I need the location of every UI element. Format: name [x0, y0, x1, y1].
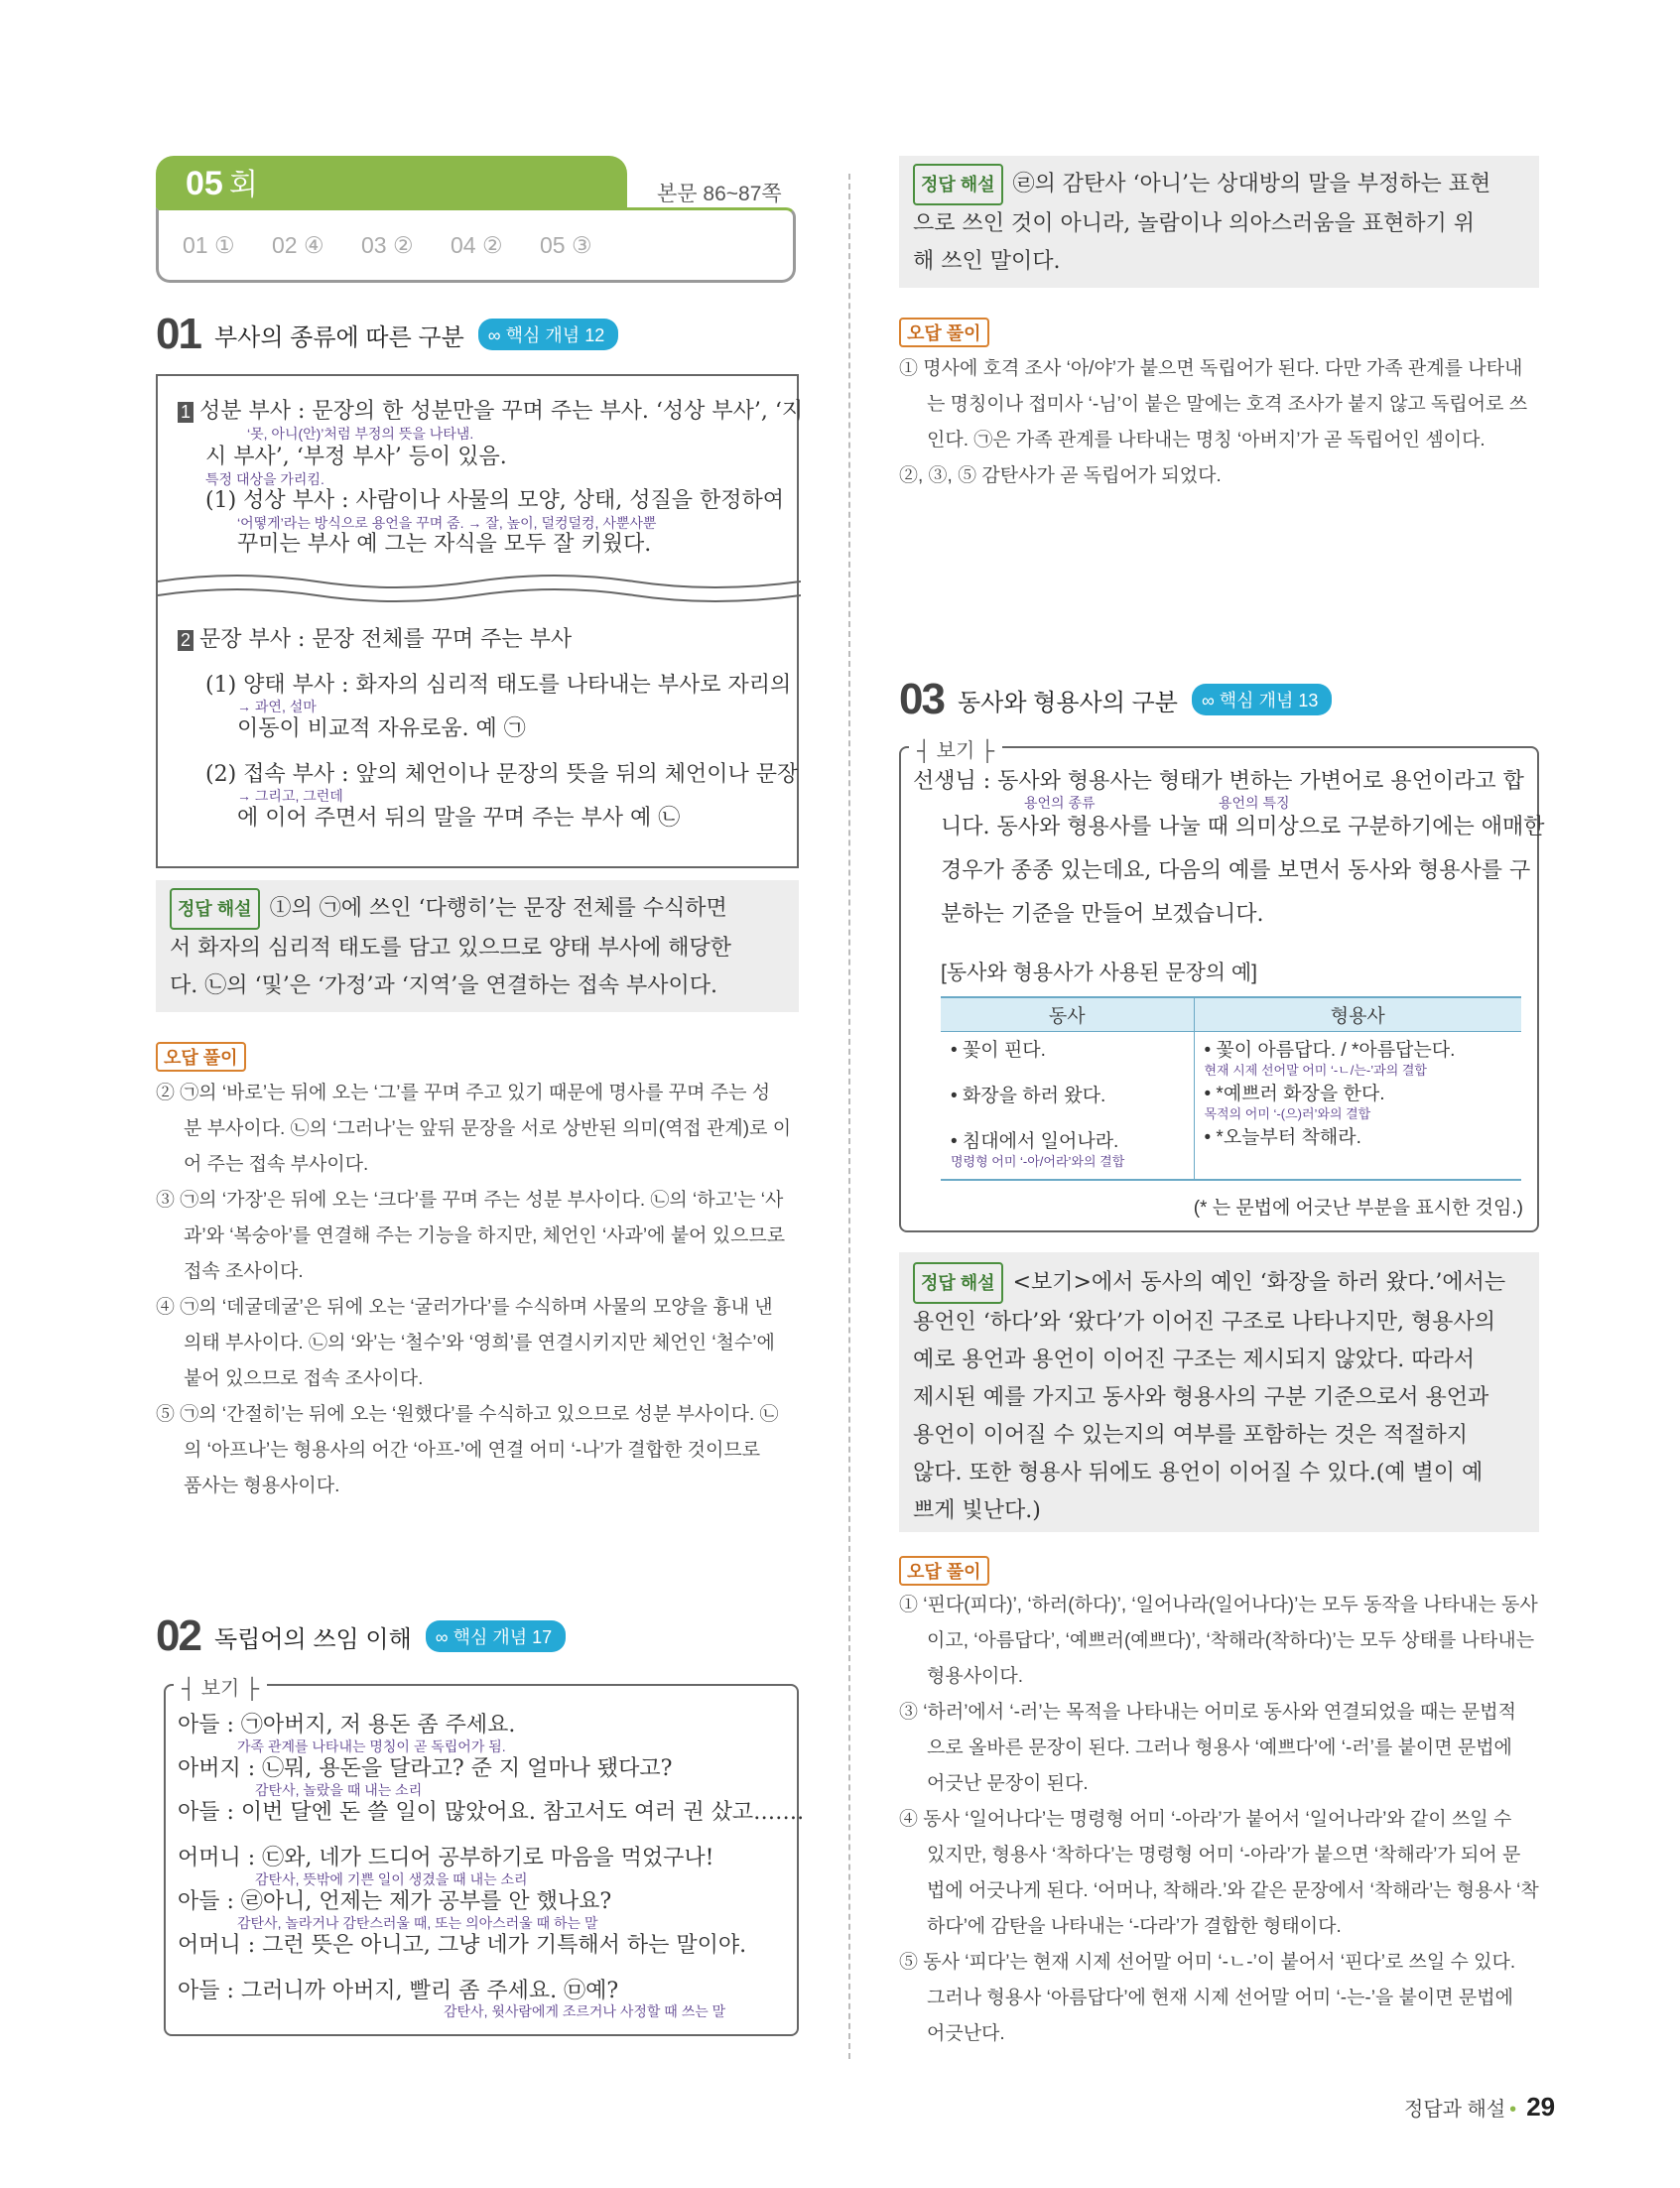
annotation: 목적의 어미 ‘-(으)러’와의 결합	[1204, 1105, 1371, 1121]
answer-tag: 정답 해설	[170, 888, 260, 930]
answer-line: 다. ㉡의 ‘및’은 ‘가정’과 ‘지역’을 연결하는 접속 부사이다.	[170, 973, 717, 998]
wrong-answer-tag-box	[899, 1556, 989, 1586]
answer-text	[913, 164, 1533, 281]
answer-line: 쁘게 빛난다.)	[913, 1498, 1041, 1523]
annotation: 명령형 어미 ‘-아/어라’와의 결합	[951, 1153, 1125, 1169]
footer-label: 정답과 해설	[1404, 2099, 1506, 2121]
dialogue-line: 아버지 : ㉡뭐, 용돈을 달라고? 준 지 얼마나 됐다고?	[178, 1756, 673, 1781]
concept-line: (1) 양태 부사 : 화자의 심리적 태도를 나타내는 부사로 자리의	[205, 673, 792, 698]
section-number: 01	[156, 310, 200, 358]
table-header-row	[941, 997, 1521, 1031]
annotation: 감탄사, 윗사람에게 조르거나 사정할 때 쓰는 말	[444, 2003, 726, 2019]
bogi-label-text: 보기	[936, 740, 975, 762]
annotation: 감탄사, 놀랐을 때 내는 소리	[255, 1782, 423, 1798]
concept-line: 꾸미는 부사 예 그는 자식을 모두 잘 키웠다.	[237, 532, 652, 557]
concept-badge-label: 핵심 개념 12	[505, 325, 605, 345]
wrong-answer-tag: 오답 풀이	[156, 1042, 246, 1072]
explanation-line: 형용사이다.	[927, 1666, 1024, 1687]
explanation-line: 과’와 ‘복숭아’를 연결해 주는 기능을 하지만, 체언인 ‘사과’에 붙어 있으므로	[184, 1225, 786, 1246]
section-number: 02	[156, 1611, 200, 1660]
table-note: (* 는 문법에 어긋난 부분을 표시한 것임.)	[1193, 1198, 1523, 1219]
bogi-box	[899, 740, 1545, 1232]
answer-line: 않다. 또한 형용사 뒤에도 용언이 이어질 수 있다.(예 별이 예	[913, 1461, 1484, 1485]
example-sentence: • 화장을 하러 왔다.	[951, 1085, 1106, 1106]
dialogue-line: 아들 : 이번 달엔 돈 쓸 일이 많았어요. 참고서도 여러 권 샀고…….	[178, 1800, 805, 1825]
example-sentence: • 침대에서 일어나라.	[951, 1130, 1119, 1152]
bogi-box	[164, 1678, 805, 2036]
answer-key-item: 01 ①	[183, 232, 235, 258]
explanation-line: 의태 부사이다. ㉡의 ‘와’는 ‘철수’와 ‘영희’를 연결시키지만 체언인 ‘철수’에	[184, 1333, 775, 1353]
example-sentence: • 꽃이 아름답다. / *아름답는다.	[1204, 1039, 1456, 1061]
concept-line: (1) 성상 부사 : 사람이나 사물의 모양, 상태, 성질을 한정하여	[205, 488, 785, 513]
answer-tag: 정답 해설	[913, 1262, 1003, 1304]
answer-line: 서 화자의 심리적 태도를 담고 있으므로 양태 부사에 해당한	[170, 936, 731, 961]
section-03-heading	[899, 675, 1332, 724]
explanation-line: ④ ㉠의 ‘데굴데굴’은 뒤에 오는 ‘굴러가다’를 수식하며 사물의 모양을 흉내 낸	[156, 1297, 773, 1318]
answer-explanation	[899, 156, 1539, 288]
section-title: 독립어의 쓰임 이해	[213, 1625, 412, 1653]
explanation-line: 는 명칭이나 접미사 ‘-님’이 붙은 말에는 호격 조사가 붙지 않고 독립어로 쓰	[927, 394, 1528, 415]
explanation-line: 그러나 형용사 ‘아름답다’에 현재 시제 선어말 어미 ‘-는-’을 붙이면 문법에	[927, 1988, 1513, 2008]
link-icon: ∞	[435, 1627, 453, 1647]
answer-key-item: 03 ②	[361, 232, 414, 258]
answer-line-text: ㉣의 감탄사 ‘아니’는 상대방의 말을 부정하는 표현	[1012, 172, 1491, 196]
answer-key-item: 02 ④	[272, 232, 324, 258]
answer-text	[170, 888, 790, 1005]
annotation: → 과연, 설마	[237, 699, 317, 714]
answer-text	[913, 1262, 1533, 1530]
concept-badge-label: 핵심 개념 13	[1219, 691, 1319, 710]
annotation: 용언의 종류	[1024, 795, 1096, 811]
answer-key-item: 05 ③	[540, 232, 592, 258]
table-title: [동사와 형용사가 사용된 문장의 예]	[941, 962, 1258, 984]
explanation-line: 분 부사이다. ㉡의 ‘그러나’는 앞뒤 문장을 서로 상반된 의미(역접 관계)로 이	[184, 1118, 792, 1139]
annotation: 현재 시제 선어말 어미 ‘-ㄴ/는-’과의 결합	[1204, 1062, 1427, 1078]
verb-cell	[941, 1031, 1194, 1180]
section-01-heading	[156, 310, 618, 359]
explanation-line: ③ ㉠의 ‘가장’은 뒤에 오는 ‘크다’를 꾸며 주는 성분 부사이다. ㉡의 ‘하고’는 ‘사	[156, 1190, 784, 1211]
wrong-answer-explanations	[899, 351, 1544, 494]
answer-line: 해 쓰인 말이다.	[913, 249, 1061, 274]
concept-badge	[426, 1620, 566, 1652]
header-suffix: 회	[228, 169, 258, 201]
answer-key-item: 04 ②	[451, 232, 503, 258]
answer-explanation	[156, 880, 799, 1012]
answer-line	[170, 888, 790, 930]
section-number: 03	[899, 675, 944, 723]
explanation-line: ④ 동사 ‘일어나다’는 명령형 어미 ‘-아라’가 붙어서 ‘일어나라’와 같이 쓰일 수	[899, 1809, 1512, 1830]
wrong-answer-explanations	[899, 1588, 1544, 2052]
answer-line: 예로 용언과 용언이 이어진 구조는 제시되지 않았다. 따라서	[913, 1348, 1475, 1372]
bogi-label: ┤ 보기 ├	[174, 1672, 267, 1701]
example-sentence: • 꽃이 핀다.	[951, 1039, 1046, 1061]
wrong-answer-tag-box	[156, 1042, 246, 1072]
verb-adjective-table	[941, 996, 1521, 1181]
answer-line: 용언인 ‘하다’와 ‘왔다’가 이어진 구조로 나타나지만, 형용사의	[913, 1310, 1495, 1335]
annotation: 특정 대상을 가리킴.	[205, 471, 324, 487]
explanation-line: ① ‘핀다(피다)’, ‘하러(하다)’, ‘일어나라(일어나다)’는 모두 동작을 나타내는 동사	[899, 1595, 1538, 1615]
wrong-answer-tag: 오답 풀이	[899, 1556, 989, 1586]
concept-summary-box	[156, 374, 804, 868]
answer-tag: 정답 해설	[913, 164, 1003, 205]
section-02-heading	[156, 1611, 566, 1661]
concept-line	[178, 622, 572, 653]
bogi-label: ┤ 보기 ├	[909, 734, 1002, 763]
explanation-line: ②, ③, ⑤ 감탄사가 곧 독립어가 되었다.	[899, 465, 1222, 486]
item-marker: 1	[178, 402, 194, 423]
explanation-line: 하다’에 감탄을 나타내는 ‘-다라’가 결합한 형태이다.	[927, 1916, 1342, 1937]
column-divider	[848, 174, 850, 2059]
header-title	[186, 160, 258, 203]
bogi-line: 선생님 : 동사와 형용사는 형태가 변하는 가변어로 용언이라고 합	[913, 769, 1524, 794]
annotation: 가족 관계를 나타내는 명칭이 곧 독립어가 됨.	[237, 1738, 506, 1754]
example-sentence: • *오늘부터 착해라.	[1204, 1126, 1361, 1148]
concept-line	[178, 394, 803, 425]
wrong-answer-tag: 오답 풀이	[899, 318, 989, 347]
annotation: 감탄사, 놀라거나 감탄스러울 때, 또는 의아스러울 때 하는 말	[237, 1915, 598, 1931]
concept-line: 이동이 비교적 자유로움. 예 ㉠	[237, 716, 526, 741]
explanation-line: 있지만, 형용사 ‘착하다’는 명령형 어미 ‘-아라’가 붙으면 ‘착해라’가 되어 문	[927, 1845, 1521, 1866]
explanation-line: ② ㉠의 ‘바로’는 뒤에 오는 ‘그’를 꾸며 주고 있기 때문에 명사를 꾸며 주는 성	[156, 1083, 771, 1103]
annotation: → 그리고, 그런데	[237, 788, 343, 804]
link-icon: ∞	[1201, 691, 1220, 710]
explanation-line: 법에 어긋나게 된다. ‘어머나, 착해라.’와 같은 문장에서 ‘착해라’는 형용사 ‘착	[927, 1880, 1539, 1901]
concept-text: 성분 부사 : 문장의 한 성분만을 꾸며 주는 부사. ‘성상 부사’, ‘지	[199, 399, 804, 424]
answer-key-box	[156, 207, 796, 283]
table-header-cell: 동사	[941, 997, 1194, 1031]
explanation-line: 인다. ㉠은 가족 관계를 나타내는 명칭 ‘아버지’가 곧 독립어인 셈이다.	[927, 430, 1486, 450]
explanation-line: ③ ‘하러’에서 ‘-러’는 목적을 나타내는 어미로 동사와 연결되었을 때는 문법적	[899, 1702, 1516, 1723]
answer-line: 용언이 이어질 수 있는지의 여부를 포함하는 것은 적절하지	[913, 1423, 1469, 1448]
answer-line-text: <보기>에서 동사의 예인 ‘화장을 하러 왔다.’에서는	[1012, 1270, 1506, 1295]
dialogue-line: 아들 : 그러니까 아버지, 빨리 좀 주세요. ㉤예?	[178, 1979, 619, 2003]
table-row	[941, 1031, 1521, 1180]
table-header-cell: 형용사	[1194, 997, 1521, 1031]
concept-badge-label: 핵심 개념 17	[452, 1627, 553, 1647]
answer-line: 으로 쓰인 것이 아니라, 놀람이나 의아스러움을 표현하기 위	[913, 211, 1475, 236]
torn-edge-divider	[158, 570, 801, 609]
answer-explanation	[899, 1252, 1539, 1532]
link-icon: ∞	[487, 325, 506, 345]
example-sentence: • *예쁘러 화장을 한다.	[1204, 1083, 1385, 1104]
bogi-line: 니다. 동사와 형용사를 나눌 때 의미상으로 구분하기에는 애매한	[941, 815, 1545, 839]
explanation-line: 접속 조사이다.	[184, 1261, 304, 1282]
concept-badge	[478, 319, 618, 350]
concept-badge	[1192, 684, 1332, 715]
dialogue-line: 어머니 : 그런 뜻은 아니고, 그냥 네가 기특해서 하는 말이야.	[178, 1933, 747, 1958]
page-reference: 본문 86~87쪽	[657, 183, 782, 205]
bullet-icon: •	[1509, 2099, 1517, 2121]
dialogue-line: 아들 : ㉠아버지, 저 용돈 좀 주세요.	[178, 1713, 516, 1738]
explanation-line: 어 주는 접속 부사이다.	[184, 1154, 369, 1175]
concept-line: 시 부사’, ‘부정 부사’ 등이 있음.	[205, 445, 507, 469]
concept-line: 에 이어 주면서 뒤의 말을 꾸며 주는 부사 예 ㉡	[237, 806, 681, 831]
answer-line-text: ①의 ㉠에 쓰인 ‘다행히’는 문장 전체를 수식하면	[269, 896, 727, 921]
explanation-line: ① 명사에 호격 조사 ‘아/야’가 붙으면 독립어가 된다. 다만 가족 관계를 나타내	[899, 358, 1523, 379]
annotation: ‘못, 아니(안)’처럼 부정의 뜻을 나타냄.	[247, 426, 474, 442]
annotation: 감탄사, 뜻밖에 기쁜 일이 생겼을 때 내는 소리	[255, 1871, 528, 1887]
explanation-line: 어긋난다.	[927, 2023, 1005, 2044]
answer-line	[913, 164, 1533, 205]
explanation-line: 이고, ‘아름답다’, ‘예쁘러(예쁘다)’, ‘착해라(착하다)’는 모두 상태를 나타내는	[927, 1630, 1535, 1651]
section-title: 동사와 형용사의 구분	[957, 689, 1178, 716]
explanation-line: 품사는 형용사이다.	[184, 1476, 340, 1496]
item-marker: 2	[178, 630, 194, 651]
wrong-answer-explanations	[156, 1076, 811, 1504]
answer-line	[913, 1262, 1533, 1304]
explanation-line: 으로 올바른 문장이 된다. 그러나 형용사 ‘예쁘다’에 ‘-러’를 붙이면 문법에	[927, 1738, 1512, 1758]
explanation-line: 어긋난 문장이 된다.	[927, 1773, 1089, 1794]
page-footer	[1404, 2092, 1555, 2123]
header-number: 05	[186, 165, 223, 202]
adjective-cell	[1194, 1031, 1521, 1180]
page-number: 29	[1526, 2092, 1556, 2122]
concept-text: 문장 부사 : 문장 전체를 꾸며 주는 부사	[199, 627, 573, 652]
explanation-line: 의 ‘아프나’는 형용사의 어간 ‘아프-’에 연결 어미 ‘-나’가 결합한 것이므로	[184, 1440, 761, 1461]
bogi-line: 분하는 기준을 만들어 보겠습니다.	[941, 902, 1264, 927]
concept-line: (2) 접속 부사 : 앞의 체언이나 문장의 뜻을 뒤의 체언이나 문장	[205, 762, 799, 787]
explanation-line: ⑤ 동사 ‘피다’는 현재 시제 선어말 어미 ‘-ㄴ-’이 붙어서 ‘핀다’로 쓰일 수 있다.	[899, 1952, 1516, 1973]
section-title: 부사의 종류에 따른 구분	[213, 323, 464, 351]
answer-header	[156, 156, 796, 283]
bogi-line: 경우가 종종 있는데요, 다음의 예를 보면서 동사와 형용사를 구	[941, 858, 1531, 883]
annotation: ‘어떻게’라는 방식으로 용언을 꾸며 줌. → 잘, 높이, 덜컹덜컹, 사뿐사뿐	[237, 515, 657, 531]
bogi-label-text: 보기	[200, 1678, 240, 1700]
wrong-answer-tag-box	[899, 318, 989, 347]
answer-line: 제시된 예를 가지고 동사와 형용사의 구분 기준으로서 용언과	[913, 1385, 1489, 1410]
dialogue-line: 어머니 : ㉢와, 네가 드디어 공부하기로 마음을 먹었구나!	[178, 1846, 714, 1870]
annotation: 용언의 특징	[1219, 795, 1290, 811]
explanation-line: 붙어 있으므로 접속 조사이다.	[184, 1368, 424, 1389]
explanation-line: ⑤ ㉠의 ‘간절히’는 뒤에 오는 ‘원했다’를 수식하고 있으므로 성분 부사이다. ㉡	[156, 1404, 779, 1425]
dialogue-line: 아들 : ㉣아니, 언제는 제가 공부를 안 했나요?	[178, 1889, 612, 1914]
